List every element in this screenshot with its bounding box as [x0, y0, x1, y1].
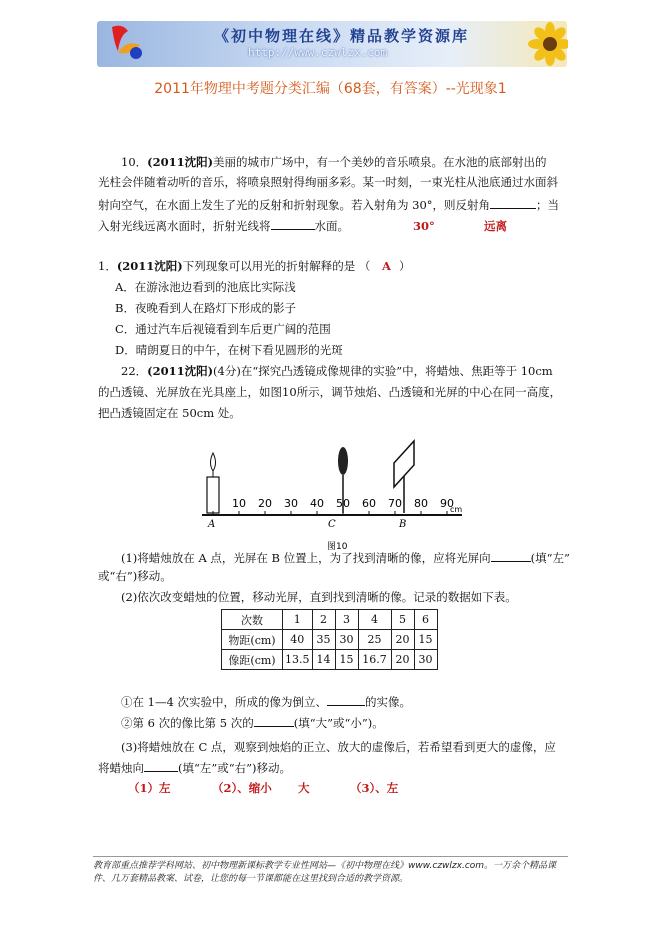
- q22-s1-text-a: (1)将蜡烛放在 A 点，光屏在 B 位置上，为了找到清晰的像，应将光屏向: [121, 551, 491, 565]
- table-cell: 6: [414, 610, 437, 630]
- q10-line2: 光柱会伴随着动听的音乐，将喷泉照射得绚丽多彩。某一时刻，一束光柱从池底通过水面斜: [98, 175, 558, 189]
- table-cell: 13.5: [283, 650, 313, 670]
- bench-tick-label: 80: [414, 497, 428, 510]
- table-cell: 3: [335, 610, 358, 630]
- q22-s2-i-text-b: 的实像。: [364, 695, 411, 709]
- table-cell: 2: [312, 610, 335, 630]
- q1-option-c: C．通过汽车后视镜看到车后更广阔的范围: [115, 322, 331, 336]
- table-cell: 像距(cm): [222, 650, 283, 670]
- q22-s3-line2: [98, 758, 291, 778]
- q1-option-d: D．晴朗夏日的中午，在树下看见圆形的光斑: [115, 343, 343, 357]
- table-cell: 15: [414, 630, 437, 650]
- q22-s1-line1: [121, 548, 570, 568]
- q22-s2-line: (2)依次改变蜡烛的位置，移动光屏，直到找到清晰的像。记录的数据如下表。: [121, 590, 517, 604]
- bench-ticks: [213, 497, 454, 515]
- q22-line2: 的凸透镜、光屏放在光具座上，如图10所示，调节烛焰、凸透镜和光屏的中心在同一高度，: [98, 385, 562, 399]
- q22-number: 22．: [121, 364, 148, 378]
- q22-s2-ii-blank[interactable]: [254, 713, 294, 727]
- q22-s1-line2: 或“右”)移动。: [98, 569, 172, 583]
- q10-line4: [98, 216, 349, 236]
- table-row: [222, 610, 438, 630]
- q22-line3: 把凸透镜固定在 50cm 处。: [98, 406, 241, 420]
- table-row: [222, 630, 438, 650]
- q1-stem: [98, 256, 410, 276]
- q10-answer2: 远离: [484, 219, 507, 233]
- q10-text4b: 水面。: [314, 219, 349, 233]
- q22-answer-2: （2）、缩小: [212, 781, 272, 795]
- q1-source: (2011沈阳): [116, 259, 183, 273]
- table-cell: 4: [358, 610, 391, 630]
- q22-s3-line1: (3)将蜡烛放在 C 点，观察到烛焰的正立、放大的虚像后，若希望看到更大的虚像，应: [121, 740, 556, 754]
- q22-line1: [121, 361, 553, 381]
- point-b-label: B: [399, 519, 407, 530]
- q22-answer-4: （3）、左: [350, 781, 399, 795]
- table-cell: 1: [283, 610, 313, 630]
- table-cell: 20: [391, 650, 414, 670]
- q22-s1-text-b: (填“左”: [530, 551, 570, 565]
- page-footer: 教育部重点推荐学科网站、初中物理新课标教学专业性网站—《初中物理在线》www.czwlzx.com。一万余个精品课件、几万套精品教案、试卷，让您的每一节课都能在这里找到合适的教学资源。: [93, 861, 557, 884]
- bench-tick-label: 60: [362, 497, 376, 510]
- q22-s3-text-c: (填“左”或“右”)移动。: [178, 761, 291, 775]
- point-a-label: A: [208, 519, 216, 530]
- point-c-label: C: [328, 519, 336, 530]
- table-cell: 40: [283, 630, 313, 650]
- table-cell: 20: [391, 630, 414, 650]
- q10-text1: 美丽的城市广场中，有一个美妙的音乐喷泉。在水池的底部射出的: [213, 155, 547, 169]
- bench-tick-label: 30: [284, 497, 298, 510]
- bench-unit: cm: [450, 505, 463, 514]
- site-logo-icon: [102, 21, 150, 67]
- q1-option-b: B．夜晚看到人在路灯下形成的影子: [115, 301, 296, 315]
- q10-line3: [98, 195, 559, 215]
- bench-tick-label: 50: [336, 497, 350, 510]
- data-table: [221, 609, 438, 670]
- q22-answer-1: （1）左: [128, 781, 171, 795]
- q22-answer-3: 大: [298, 781, 310, 795]
- bench-tick-label: 70: [388, 497, 402, 510]
- bench-tick-label: 10: [232, 497, 246, 510]
- table-cell: 35: [312, 630, 335, 650]
- banner-title: 《初中物理在线》精品教学资源库: [214, 27, 470, 45]
- q10-answer1: 30°: [413, 219, 435, 233]
- bench-tick-label: 90: [440, 497, 454, 510]
- q10-source: (2011沈阳): [147, 155, 214, 169]
- table-cell: 30: [335, 630, 358, 650]
- q10-blank-refraction[interactable]: [271, 216, 315, 230]
- table-cell: 5: [391, 610, 414, 630]
- figure-caption: 图10: [327, 542, 348, 552]
- q22-s3-text-b: 将蜡烛向: [98, 761, 144, 775]
- q22-s2-i-line: [121, 692, 411, 712]
- q22-s2-ii-line: [121, 713, 384, 733]
- q1-answer: A: [382, 259, 391, 273]
- q22-s2-i-text-a: ①在 1—4 次实验中，所成的像为倒立、: [121, 695, 327, 709]
- q10-blank-reflection[interactable]: [490, 195, 536, 209]
- bench-tick-label: 20: [258, 497, 272, 510]
- table-cell: 30: [414, 650, 437, 670]
- q22-source: (2011沈阳): [147, 364, 214, 378]
- q10-line1: [121, 152, 547, 172]
- footer-divider: [93, 856, 568, 857]
- sunflower-icon: [520, 21, 568, 67]
- optical-bench-figure: [200, 435, 470, 555]
- q10-text3b: ；当: [536, 198, 560, 212]
- table-cell: 15: [335, 650, 358, 670]
- candle-icon: [207, 453, 219, 513]
- q22-s2-ii-text-a: ②第 6 次的像比第 5 次的: [121, 716, 254, 730]
- banner-url[interactable]: http://www.czwlzx.com: [248, 46, 388, 59]
- q22-s2-i-blank[interactable]: [327, 692, 365, 706]
- table-cell: 物距(cm): [222, 630, 283, 650]
- table-row: [222, 650, 438, 670]
- table-cell: 25: [358, 630, 391, 650]
- q22-text1: (4分)在“探究凸透镜成像规律的实验”中，将蜡烛、焦距等于 10cm: [213, 364, 553, 378]
- q22-s1-blank[interactable]: [491, 548, 531, 562]
- q1-number: 1．: [98, 259, 117, 273]
- q10-number: 10．: [121, 155, 148, 169]
- q1-stem-end: ）: [398, 259, 411, 273]
- q10-text3a: 射向空气，在水面上发生了光的反射和折射现象。若入射角为 30°，则反射角: [98, 198, 491, 212]
- table-cell: 次数: [222, 610, 283, 630]
- table-cell: 14: [312, 650, 335, 670]
- table-cell: 16.7: [358, 650, 391, 670]
- q22-s3-blank[interactable]: [144, 758, 178, 772]
- q1-option-a: A．在游泳池边看到的池底比实际浅: [115, 280, 296, 294]
- document-title: 2011年物理中考题分类汇编（68套，有答案）--光现象1: [154, 81, 507, 97]
- q22-s2-ii-text-b: (填“大”或“小”)。: [293, 716, 384, 730]
- bench-tick-label: 40: [310, 497, 324, 510]
- q10-text4a: 入射光线远离水面时，折射光线将: [98, 219, 271, 233]
- q1-stem-text: 下列现象可以用光的折射解释的是 （: [182, 259, 371, 273]
